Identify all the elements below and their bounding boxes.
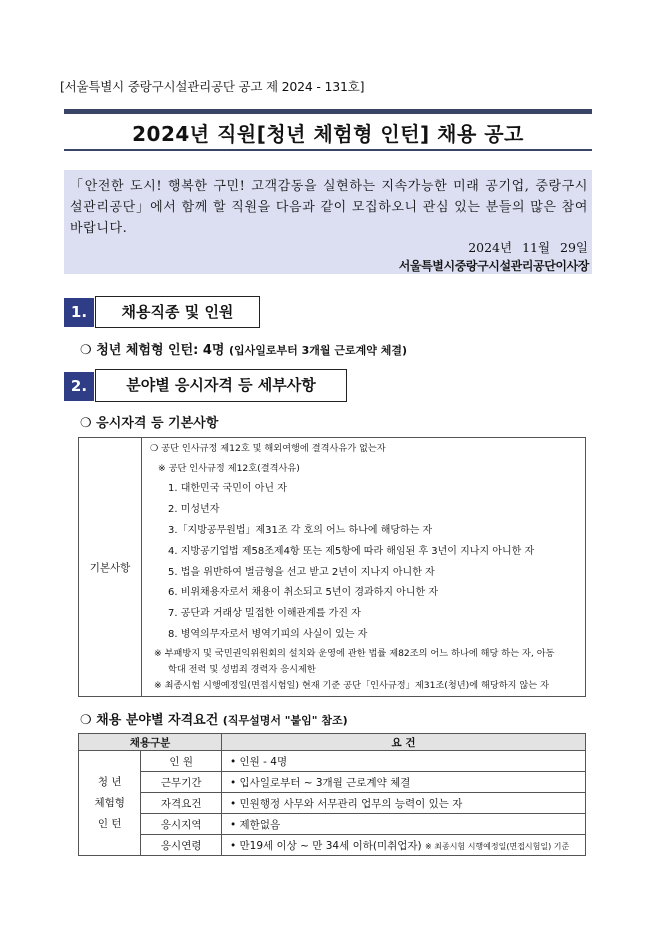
row-value [222,814,586,835]
section1-item-text: 청년 체험형 인턴: 4명 [96,343,225,358]
title-rule-top [64,109,592,114]
row-value [222,751,586,772]
intro-text: 「안전한 도시! 행복한 구민! 고객감동을 실현하는 지속가능한 미래 공기업, 중랑구시설관리공단」에서 함께 할 직원을 다음과 같이 모집하오니 관심 있는 분들의 많은 참여 바랍니다. [70,179,588,236]
basic-line: 8. 병역의무자로서 병역기피의 사실이 있는 자 [168,629,368,641]
basic-line: 7. 공단과 거래상 밀접한 이해관계를 가진 자 [168,608,361,620]
category-line: 청 년 [97,775,122,788]
row-key: 인 원 [141,751,222,772]
category-line: 인 턴 [97,817,122,830]
header-category: 채용구분 [79,734,222,751]
basic-note: 학대 전력 및 성범죄 경력자 응시제한 [168,664,316,676]
basic-line: ※ 공단 인사규정 제12호(결격사유) [158,463,300,474]
section2-sub2-text: ❍ 채용 분야별 자격요건 [80,713,219,728]
category-line: 체험형 [94,796,125,809]
basic-requirements-table [78,437,586,697]
row-key: 응시연령 [141,835,222,856]
row-value [222,835,586,856]
row-value-text: • 제한없음 [230,818,281,831]
section1-number: 1. [64,298,94,327]
notice-number: [서울특별시 중랑구시설관리공단 공고 제 2024 - 131호] [60,79,365,94]
basic-body [142,438,586,697]
notice-date: 2024년 11월 29일 [468,240,588,255]
row-key: 근무기간 [141,772,222,793]
category-cell [79,751,141,856]
row-key: 자격요건 [141,793,222,814]
basic-note: ※ 부패방지 및 국민권익위원회의 설치와 운영에 관한 법률 제82조의 어느 하나에 해당 하는 자, 아동 [154,648,555,660]
page-title: 2024년 직원[청년 체험형 인턴] 채용 공고 [132,122,524,146]
row-value [222,772,586,793]
row-value [222,793,586,814]
basic-line: 6. 비위채용자로서 채용이 취소되고 5년이 경과하지 아니한 자 [168,587,438,599]
basic-line: 1. 대한민국 국민이 아닌 자 [168,483,287,494]
basic-line: ❍ 공단 인사규정 제12호 및 해외여행에 결격사유가 없는자 [150,443,386,454]
section2-number: 2. [64,372,94,401]
basic-line: 5. 법을 위반하여 벌금형을 선고 받고 2년이 지나지 아니한 자 [168,566,435,578]
section1-item [80,339,407,358]
qualification-table [78,733,586,856]
section2-sub1: ❍ 응시자격 등 기본사항 [80,416,219,431]
section2-sub2 [80,709,348,728]
row-value-text: • 입사일로부터 ~ 3개월 근로계약 체결 [230,776,411,789]
basic-label: 기본사항 [79,438,142,697]
section1-title: 채용직종 및 인원 [95,296,260,328]
bullet: ❍ [80,343,92,358]
section2-sub2-note: (직무설명서 "붙임" 참조) [222,714,348,727]
basic-line: 4. 지방공기업법 제58조제4항 또는 제5항에 따라 해임된 후 3년이 지나지 아니한 자 [168,545,535,557]
row-value-note: ※ 최종시험 시행예정일(면접시험일) 기준 [425,841,570,851]
title-rule-bottom [64,149,592,151]
basic-note: ※ 최종시험 시행예정일(면접시험일) 현재 기준 공단「인사규정」제31조(청년)에 해당하지 않는 자 [154,680,549,692]
row-key: 응시지역 [141,814,222,835]
section1-item-note: (입사일로부터 3개월 근로계약 체결) [229,344,407,357]
row-value-text: • 민원행정 사무와 서무관리 업무의 능력이 있는 자 [230,797,463,810]
header-requirement: 요 건 [222,734,586,751]
section2-title: 분야별 응시자격 등 세부사항 [95,369,347,402]
signer: 서울특별시중랑구시설관리공단이사장 [398,259,589,273]
row-value-text: • 만19세 이상 ~ 만 34세 이하(미취업자) [230,839,422,852]
basic-line: 2. 미성년자 [168,503,220,515]
row-value-text: • 인원 - 4명 [230,755,288,768]
basic-line: 3.「지방공무원법」제31조 각 호의 어느 하나에 해당하는 자 [168,524,433,536]
